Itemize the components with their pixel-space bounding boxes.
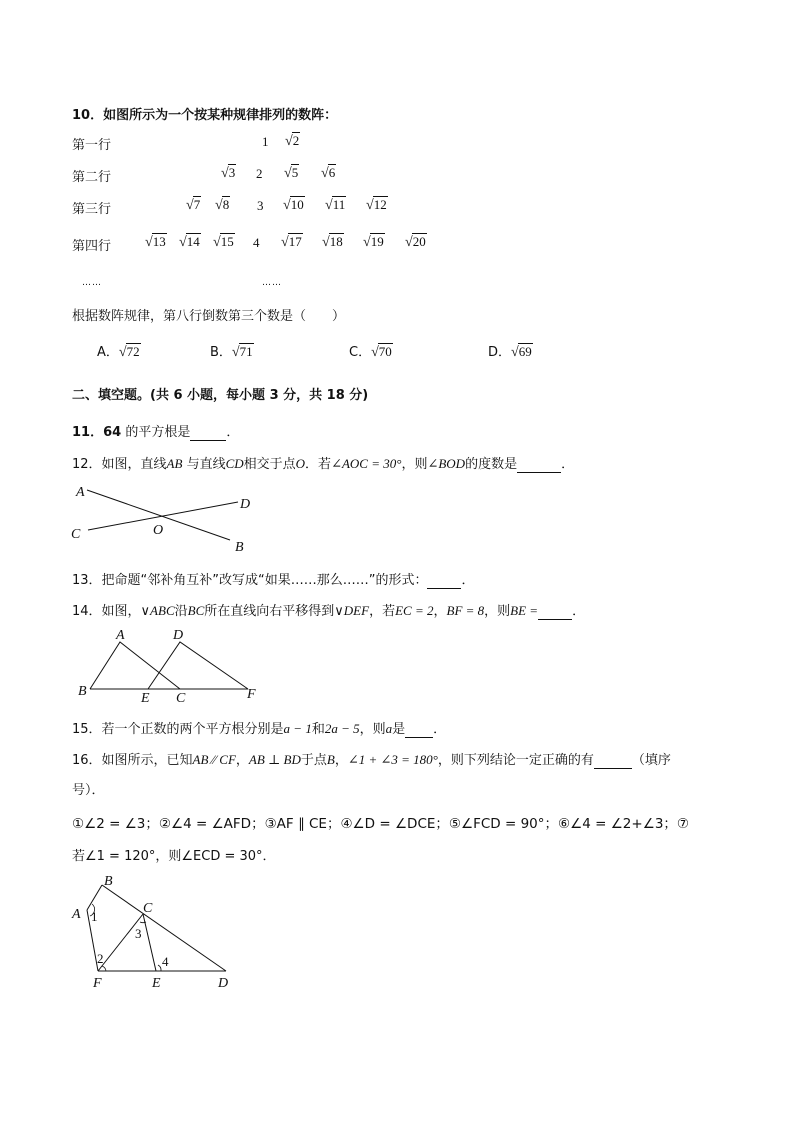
label-o: O — [153, 523, 164, 538]
answer-blank[interactable] — [190, 425, 226, 441]
q10-question: 根据数阵规律，第八行倒数第三个数是（ ） — [72, 309, 346, 324]
q10-row4-item: √20 — [405, 234, 426, 250]
q11: 11．64 的平方根是 ． — [72, 425, 240, 440]
q10-ellipsis-right: …… — [262, 278, 282, 288]
q10-row3-item: √7 — [186, 197, 201, 213]
q10-row3-item: √12 — [366, 197, 387, 213]
q10-option-d[interactable]: D．√69 — [488, 344, 532, 360]
answer-blank[interactable] — [517, 457, 561, 473]
q10-option-a[interactable]: A．√72 — [97, 344, 140, 360]
q10-row2-label: 第二行 — [72, 170, 112, 185]
q16-line4: 若∠1 = 120°，则∠ECD = 30°． — [72, 849, 276, 864]
q13: 13．把命题“邻补角互补”改写成“如果……那么……”的形式： ． — [72, 573, 475, 588]
q15: 15．若一个正数的两个平方根分别是a − 1和2a − 5，则a是 ． — [72, 721, 447, 737]
q10-row3-label: 第三行 — [72, 202, 112, 217]
label-a: A — [72, 907, 81, 922]
q12: 12．如图，直线AB 与直线CD相交于点O．若∠AOC = 30°，则∠BOD的度数是 ． — [72, 456, 575, 472]
label-b: B — [104, 874, 113, 889]
q10-row4-label: 第四行 — [72, 239, 112, 254]
label-d: D — [218, 976, 229, 991]
q16-line2: 号）． — [72, 783, 105, 798]
q10-row3-item: 3 — [257, 198, 264, 213]
angle-4-arc — [158, 965, 161, 971]
q16-line1: 16．如图所示，已知AB ∕∕ CF，AB ⊥ BD于点B，∠1 + ∠3 = 180°，则下列结论一定正确的有 （填序 — [72, 752, 671, 768]
answer-blank[interactable] — [538, 604, 572, 620]
label-e: E — [152, 976, 161, 991]
answer-blank[interactable] — [427, 573, 461, 589]
q10-stem: 10．如图所示为一个按某种规律排列的数阵： — [72, 108, 338, 123]
q16-figure — [66, 868, 246, 992]
q10-row4-item: √14 — [179, 234, 200, 250]
label-e: E — [141, 691, 150, 704]
answer-blank[interactable] — [405, 722, 433, 738]
section-title: 二、填空题。(共 6 小题，每小题 3 分，共 18 分) — [72, 388, 369, 403]
triangle-abc — [90, 642, 180, 689]
label-a: A — [116, 628, 125, 643]
q10-row4-item: √17 — [281, 234, 302, 250]
q10-row4-item: √18 — [322, 234, 343, 250]
q10-row2-item: √3 — [221, 165, 236, 181]
q10-row4-item: 4 — [253, 235, 260, 250]
angle-1-label: 1 — [91, 909, 98, 924]
q16-line3: ①∠2 = ∠3；②∠4 = ∠AFD；③AF ∥ CE；④∠D = ∠DCE；⑤∠FCD = 90°；⑥∠4 = ∠2+∠3；⑦ — [72, 816, 690, 832]
angle-3-label: 3 — [135, 926, 142, 941]
label-d: D — [173, 628, 184, 643]
q10-row2-item: √5 — [284, 165, 299, 181]
q10-option-b[interactable]: B．√71 — [210, 344, 253, 360]
q10-row3-item: √11 — [325, 197, 346, 213]
q10-row1-item: 1 — [262, 134, 269, 149]
angle-3-arc — [140, 922, 146, 923]
q10-row4-item: √19 — [363, 234, 384, 250]
q10-row2-item: √6 — [321, 165, 336, 181]
label-a: A — [76, 485, 85, 500]
q10-row1-item: √2 — [285, 133, 300, 149]
segment-ba — [87, 885, 102, 910]
q10-row4-item: √15 — [213, 234, 234, 250]
q10-row3-item: √10 — [283, 197, 304, 213]
q10-ellipsis-left: …… — [82, 278, 102, 288]
label-f: F — [247, 687, 256, 702]
q10-row4-item: √13 — [145, 234, 166, 250]
q10-row1-label: 第一行 — [72, 138, 112, 153]
q10-option-c[interactable]: C．√70 — [349, 344, 392, 360]
q14: 14．如图，∨ABC沿BC所在直线向右平移得到∨DEF，若EC = 2，BF = 8，则BE = ． — [72, 603, 586, 619]
label-d: D — [240, 497, 251, 512]
angle-2-arc — [102, 966, 106, 971]
angle-2-label: 2 — [97, 951, 104, 966]
triangle-def — [148, 642, 248, 689]
label-c: C — [176, 691, 186, 704]
label-b: B — [78, 684, 87, 699]
label-b: B — [235, 540, 244, 555]
q14-figure — [70, 624, 270, 704]
label-c: C — [71, 527, 81, 542]
q10-row3-item: √8 — [215, 197, 230, 213]
angle-4-label: 4 — [162, 954, 169, 969]
q10-row2-item: 2 — [256, 166, 263, 181]
label-f: F — [93, 976, 102, 991]
answer-blank[interactable] — [594, 753, 632, 769]
label-c: C — [143, 901, 153, 916]
q12-figure — [60, 476, 280, 562]
segment-fc — [98, 914, 143, 971]
